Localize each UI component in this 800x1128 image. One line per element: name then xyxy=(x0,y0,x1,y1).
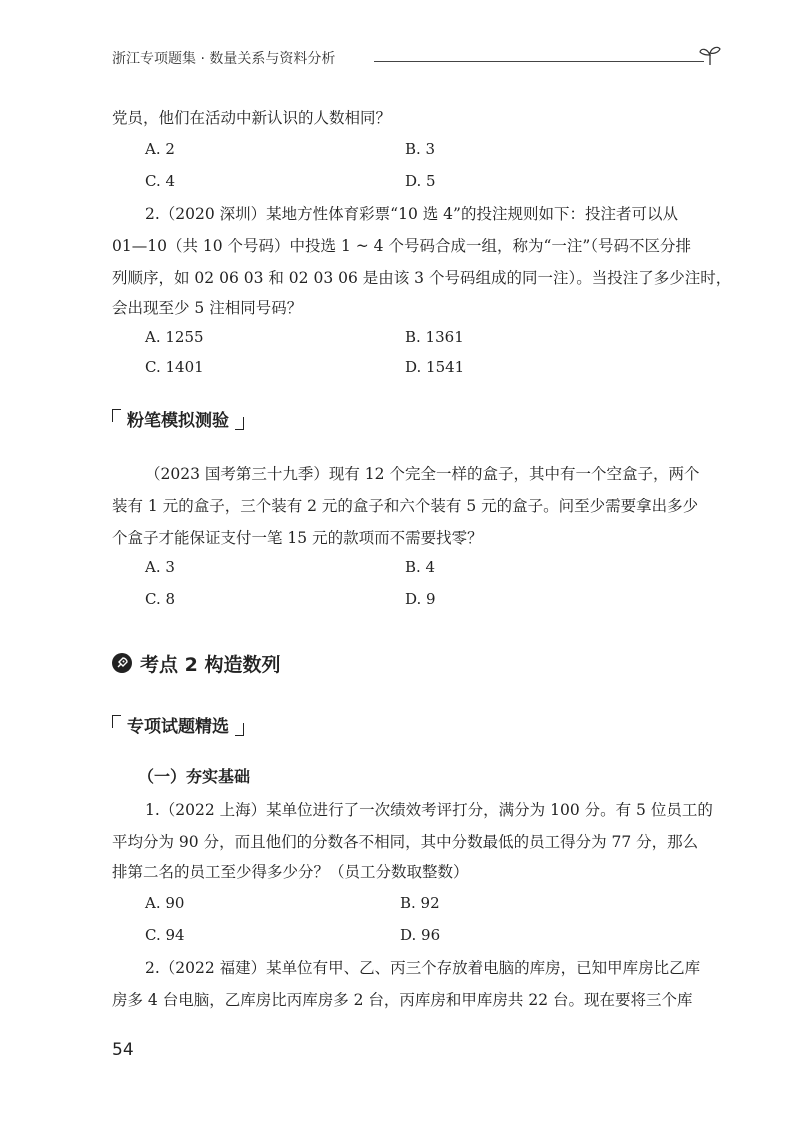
question-line: 2.（2022 福建）某单位有甲、乙、丙三个存放着电脑的库房，已知甲库房比乙库 xyxy=(145,959,701,977)
section-title: 专项试题精选 xyxy=(127,717,229,737)
option-d: D. 9 xyxy=(405,590,436,608)
question-line: 会出现至少 5 注相同号码？ xyxy=(112,299,303,317)
bracket-right-icon xyxy=(235,417,244,430)
option-a: A. 90 xyxy=(145,894,185,912)
header-rule xyxy=(374,61,704,62)
option-c: C. 94 xyxy=(145,926,185,944)
question-line: 1.（2022 上海）某单位进行了一次绩效考评打分，满分为 100 分。有 5 位员工的 xyxy=(145,801,713,819)
section-heading-mock-test xyxy=(112,406,244,431)
option-c: C. 4 xyxy=(145,172,176,190)
question-line: 排第二名的员工至少得多少分？（员工分数取整数） xyxy=(112,863,469,881)
option-b: B. 92 xyxy=(400,894,440,912)
section-heading-selected-questions xyxy=(112,712,244,737)
option-b: B. 3 xyxy=(405,140,436,158)
option-a: A. 1255 xyxy=(145,328,204,346)
question-continuation: 党员，他们在活动中新认识的人数相同？ xyxy=(112,109,392,127)
bracket-left-icon xyxy=(112,409,121,422)
option-a: A. 2 xyxy=(145,140,175,158)
question-line: 平均分为 90 分，而且他们的分数各不相同，其中分数最低的员工得分为 77 分，那么 xyxy=(112,833,699,851)
question-line: 2.（2020 深圳）某地方性体育彩票“10 选 4”的投注规则如下：投注者可以从 xyxy=(145,205,678,223)
option-a: A. 3 xyxy=(145,558,175,576)
option-c: C. 1401 xyxy=(145,358,204,376)
question-line: 01—10（共 10 个号码）中投选 1 ~ 4 个号码合成一组，称为“一注”（号码不区分排 xyxy=(112,237,692,255)
running-header xyxy=(112,44,722,74)
option-d: D. 1541 xyxy=(405,358,465,376)
sprout-icon xyxy=(698,44,722,66)
section-title: 粉笔模拟测验 xyxy=(127,411,229,431)
question-line: 房多 4 台电脑，乙库房比丙库房多 2 台，丙库房和甲库房共 22 台。现在要将三个库 xyxy=(112,991,693,1009)
question-line: 个盒子才能保证支付一笔 15 元的款项而不需要找零？ xyxy=(112,529,483,547)
question-line: （2023 国考第三十九季）现有 12 个完全一样的盒子，其中有一个空盒子，两个 xyxy=(145,465,700,483)
subsection-title: （一）夯实基础 xyxy=(138,767,251,786)
option-b: B. 4 xyxy=(405,558,436,576)
bracket-right-icon xyxy=(235,723,244,736)
option-d: D. 5 xyxy=(405,172,436,190)
option-b: B. 1361 xyxy=(405,328,464,346)
rocket-badge-icon xyxy=(112,653,132,673)
question-line: 列顺序，如 02 06 03 和 02 03 06 是由该 3 个号码组成的同一注）。当投注了多少注时， xyxy=(112,269,732,287)
kaodian-title: 考点 2 构造数列 xyxy=(140,654,281,676)
question-line: 装有 1 元的盒子，三个装有 2 元的盒子和六个装有 5 元的盒子。问至少需要拿出多少 xyxy=(112,497,699,515)
header-title: 浙江专项题集 · 数量关系与资料分析 xyxy=(112,51,336,67)
option-d: D. 96 xyxy=(400,926,441,944)
page-number: 54 xyxy=(112,1040,134,1060)
bracket-left-icon xyxy=(112,715,121,728)
option-c: C. 8 xyxy=(145,590,176,608)
